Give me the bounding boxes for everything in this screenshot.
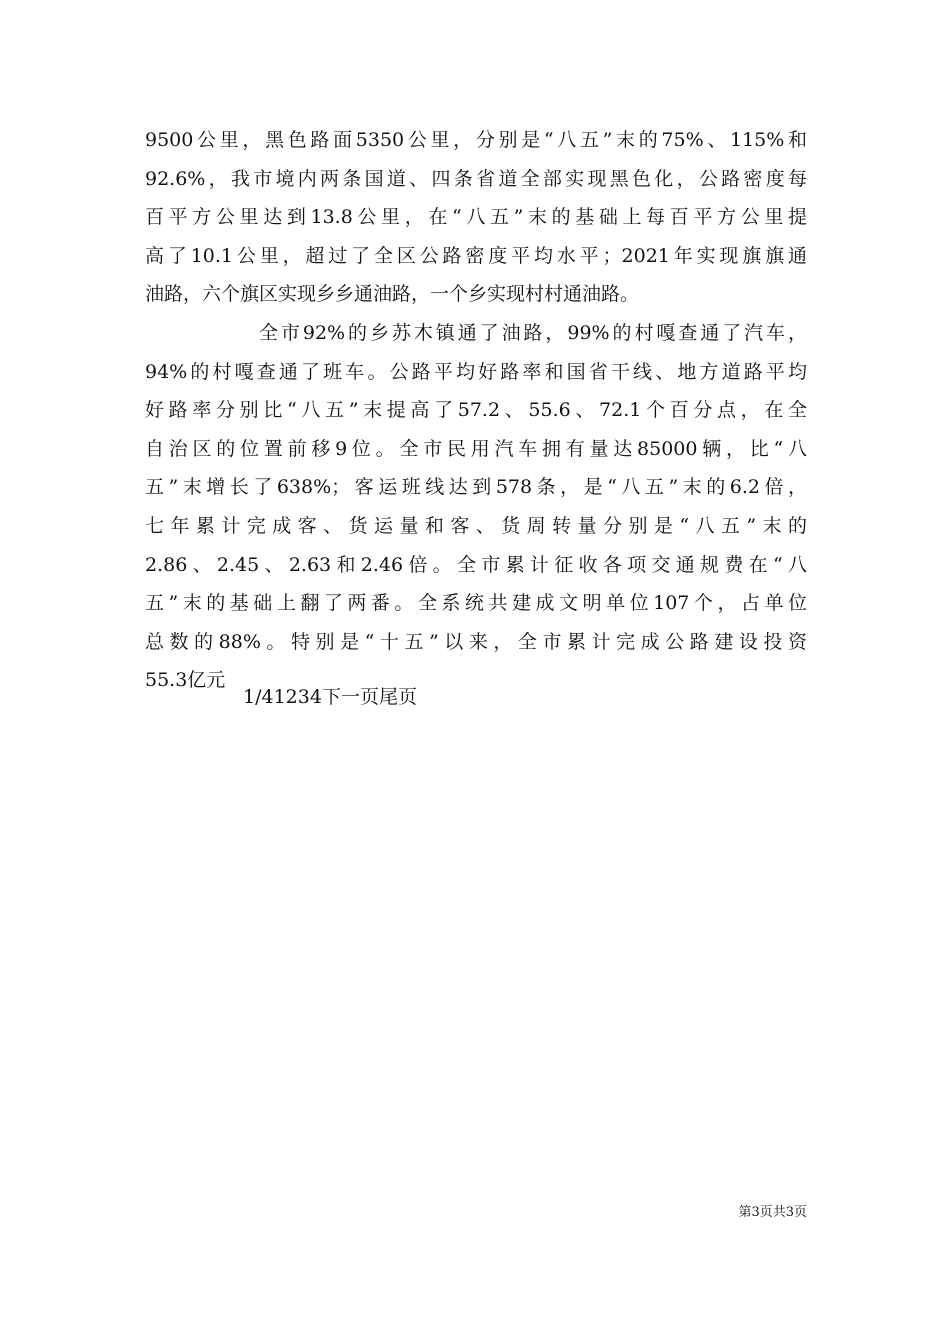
text-line: 55.3亿元 — [145, 669, 226, 692]
text-line: 高了10.1公里，超过了全区公路密度平均水平；2021年实现旗旗通 — [145, 244, 807, 267]
document-body — [145, 121, 807, 700]
page-position: 1/4 — [243, 686, 274, 708]
paragraph-1 — [145, 121, 807, 314]
text-line: 9500公里，黑色路面5350公里，分别是“八五”末的75%、115%和 — [145, 129, 807, 151]
paragraph-2 — [145, 314, 807, 700]
text-line: 94%的村嘎查通了班车。公路平均好路率和国省干线、地方道路平均 — [145, 360, 807, 383]
text-line: 全市92%的乡苏木镇通了油路，99%的村嘎查通了汽车， — [259, 321, 807, 344]
text-line: 五”末的基础上翻了两番。全系统共建成文明单位107个，占单位 — [145, 592, 807, 615]
text-line: 七年累计完成客、货运量和客、货周转量分别是“八五”末的 — [145, 514, 807, 537]
text-line: 好路率分别比“八五”末提高了57.2、55.6、72.1个百分点，在全 — [145, 399, 807, 422]
pagination — [243, 678, 417, 716]
text-line: 五”末增长了638%；客运班线达到578条，是“八五”末的6.2倍， — [145, 476, 807, 499]
text-line: 百平方公里达到13.8公里，在“八五”末的基础上每百平方公里提 — [145, 206, 807, 229]
next-page-link[interactable]: 下一页 — [321, 686, 379, 708]
text-line: 92.6%，我市境内两条国道、四条省道全部实现黑色化，公路密度每 — [145, 167, 807, 190]
text-line: 自治区的位置前移9位。全市民用汽车拥有量达85000辆，比“八 — [145, 437, 807, 460]
text-line: 总数的88%。特别是“十五”以来，全市累计完成公路建设投资 — [145, 630, 807, 653]
page-footer: 第3页共3页 — [738, 1205, 807, 1220]
page-number-links[interactable]: 1234 — [273, 686, 322, 708]
text-line: 油路，六个旗区实现乡乡通油路，一个乡实现村村通油路。 — [145, 283, 640, 306]
text-line: 2.86、2.45、2.63和2.46倍。全市累计征收各项交通规费在“八 — [145, 553, 807, 576]
last-page-link[interactable]: 尾页 — [378, 686, 417, 708]
